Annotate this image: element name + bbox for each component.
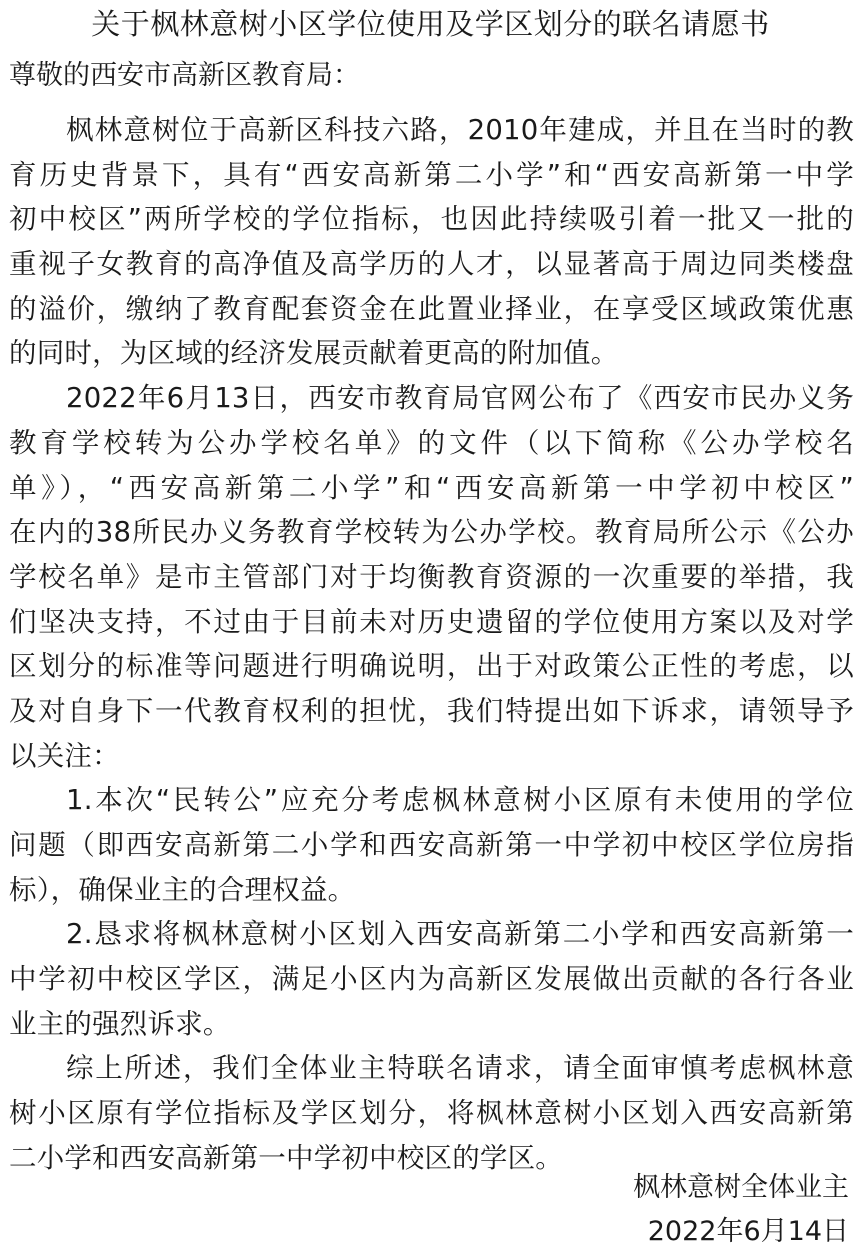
- text-line: 单》），“西安高新第二小学”和“西安高新第一中学初中校区”: [9, 471, 854, 504]
- text-line: 在内的38所民办义务教育学校转为公办学校。教育局所公示《公办: [9, 516, 854, 549]
- paragraph-announcement: [9, 376, 854, 778]
- text-line: 中学初中校区学区，满足小区内为高新区发展做出贡献的各行各业: [9, 963, 854, 996]
- signature-date: 2022年6月14日: [647, 1216, 849, 1247]
- paragraph-conclusion: [9, 1046, 854, 1180]
- signature-name: 枫林意树全体业主: [633, 1172, 849, 1203]
- text-line: 的同时，为区域的经济发展贡献着更高的附加值。: [9, 337, 619, 370]
- text-line: 二小学和西安高新第一中学初中校区的学区。: [9, 1141, 563, 1174]
- text-line: 育历史背景下，具有“西安高新第二小学”和“西安高新第一中学: [9, 158, 854, 191]
- text-line: 枫林意树位于高新区科技六路，2010年建成，并且在当时的教: [66, 114, 854, 146]
- paragraph-request-2: [9, 912, 854, 1046]
- text-line: 业主的强烈诉求。: [9, 1007, 231, 1040]
- text-line: 树小区原有学位指标及学区划分，将枫林意树小区划入西安高新第: [9, 1097, 854, 1130]
- text-line: 问题（即西安高新第二小学和西安高新第一中学初中校区学位房指: [9, 829, 854, 861]
- text-line: 的溢价，缴纳了教育配套资金在此置业择业，在享受区域政策优惠: [9, 292, 854, 325]
- text-line: 2022年6月13日，西安市教育局官网公布了《西安市民办义务: [66, 382, 854, 415]
- text-line: 标），确保业主的合理权益。: [9, 873, 356, 906]
- text-line: 区划分的标准等问题进行明确说明，出于对政策公正性的考虑，以: [9, 650, 854, 683]
- text-line: 及对自身下一代教育权利的担忧，我们特提出如下诉求，请领导予: [9, 694, 854, 727]
- text-line: 们坚决支持，不过由于目前未对历史遗留的学位使用方案以及对学: [9, 605, 854, 638]
- paragraph-request-1: [9, 778, 854, 912]
- text-line: 1.本次“民转公”应充分考虑枫林意树小区原有未使用的学位: [66, 784, 854, 817]
- text-line: 2.恳求将枫林意树小区划入西安高新第二小学和西安高新第一: [66, 918, 854, 951]
- text-line: 教育学校转为公办学校名单》的文件（以下简称《公办学校名: [9, 426, 854, 459]
- paragraph-background: [9, 108, 854, 376]
- document-body: [9, 108, 854, 1181]
- salutation: 尊敬的西安市高新区教育局：: [9, 60, 360, 91]
- text-line: 综上所述，我们全体业主特联名请求，请全面审慎考虑枫林意: [66, 1052, 854, 1085]
- text-line: 初中校区”两所学校的学位指标，也因此持续吸引着一批又一批的: [9, 203, 854, 236]
- text-line: 以关注：: [9, 739, 120, 772]
- text-line: 学校名单》是市主管部门对于均衡教育资源的一次重要的举措，我: [9, 560, 854, 593]
- document-title: 关于枫林意树小区学位使用及学区划分的联名请愿书: [91, 7, 770, 41]
- text-line: 重视子女教育的高净值及高学历的人才，以显著高于周边同类楼盘: [9, 248, 854, 281]
